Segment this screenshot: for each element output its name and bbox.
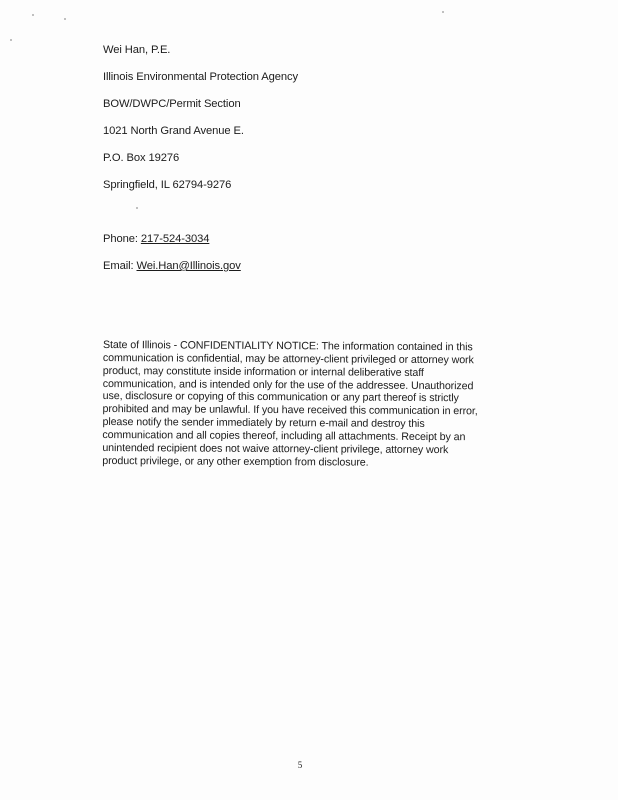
notice-line: product privilege, or any other exemption from disclosure. — [102, 454, 369, 469]
phone-link[interactable]: 217-524-3034 — [140, 233, 210, 245]
scan-speck — [442, 11, 444, 13]
notice-line: prohibited and may be unlawful. If you have received this communication in error, — [102, 403, 478, 418]
notice-line: communication is confidential, may be attorney-client privileged or attorney work — [102, 351, 474, 367]
notice-line: communication, and is intended only for the use of the addressee. Unauthorized — [102, 377, 474, 392]
contact-po-box: P.O. Box 19276 — [103, 152, 180, 164]
scan-speck — [136, 207, 138, 209]
notice-line: please notify the sender immediately by return e-mail and destroy this — [102, 416, 425, 431]
notice-line: use, disclosure or copying of this communication or any part thereof is strictly — [102, 390, 459, 405]
email-link[interactable]: Wei.Han@Illinois.gov — [136, 260, 241, 272]
notice-line: product, may constitute inside information or internal deliberative staff — [102, 364, 424, 379]
contact-city-state-zip: Springfield, IL 62794-9276 — [103, 179, 232, 191]
contact-agency: Illinois Environmental Protection Agency — [103, 71, 298, 83]
email-label: Email: — [103, 260, 134, 272]
page-number: 5 — [297, 760, 303, 770]
notice-line: communication and all copies thereof, including all attachments. Receipt by an — [102, 428, 466, 444]
contact-name: Wei Han, P.E. — [103, 44, 171, 56]
notice-line: unintended recipient does not waive attorney-client privilege, attorney work — [102, 441, 449, 456]
phone-label: Phone: — [103, 233, 138, 245]
contact-email-row — [103, 259, 241, 273]
scan-speck — [64, 18, 66, 20]
confidentiality-notice — [102, 339, 503, 470]
scan-speck — [10, 39, 12, 41]
contact-phone-row — [103, 232, 209, 246]
contact-section: BOW/DWPC/Permit Section — [103, 98, 241, 110]
notice-line: State of Illinois - CONFIDENTIALITY NOTICE: The information contained in this — [102, 339, 473, 354]
scan-speck — [32, 14, 34, 16]
contact-street: 1021 North Grand Avenue E. — [103, 125, 244, 137]
